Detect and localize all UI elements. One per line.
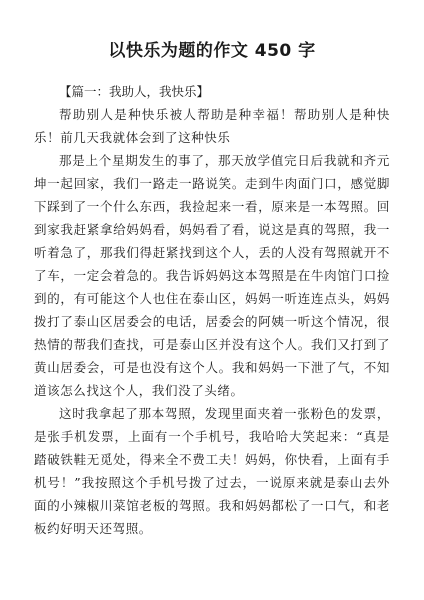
paragraph-story: 那是上个星期发生的事了，那天放学值完日后我就和齐元坤一起回家，我们一路走一路说笑。走到牛肉面门口，感觉脚下踩到了一个什么东西，我捡起来一看，原来是一本驾照。回到家我赶紧拿给妈妈看，妈妈看了看，说这是真的驾照，我一听着急了，那我们得赶紧找到这个人，丢的人没有驾照就开不了车，一定会着急的。我告诉妈妈这本驾照是在牛肉馆门口捡到的，有可能这个人也住在泰山区，妈妈一听连连点头，妈妈拨打了泰山区居委会的电话，居委会的阿姨一听这个情况，很热情的帮我们查找，可是泰山区并没有这个人。我们又打到了黄山居委会，可是也没有这个人。我和妈妈一下泄了气，不知道该怎么找这个人，我们没了头绪。 xyxy=(34,153,390,398)
document-title: 以快乐为题的作文 450 字 xyxy=(108,41,316,61)
paragraph-intro: 帮助别人是种快乐被人帮助是种幸福！帮助别人是种快乐！前几天我就体会到了这种快乐 xyxy=(34,107,390,145)
section-heading: 【篇一：我助人，我快乐】 xyxy=(59,84,210,99)
paragraph-resolution: 这时我拿起了那本驾照，发现里面夹着一张粉色的发票，是张手机发票，上面有一个手机号，我哈哈大笑起来：“真是踏破铁鞋无觅处，得来全不费工夫！妈妈，你快看，上面有手机号！”我按照这个手机号拨了过去，一说原来就是泰山去外面的小辣椒川菜馆老板的驾照。我和妈妈都松了一口气，和老板约好明天还驾照。 xyxy=(34,406,390,536)
